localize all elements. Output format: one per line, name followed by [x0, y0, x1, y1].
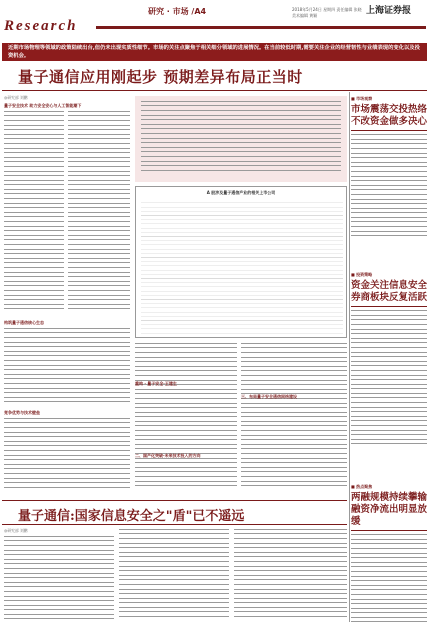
right-rule-2 — [351, 306, 427, 307]
headline-rule — [2, 90, 427, 91]
right-tag-2: ■ 投资策略 — [351, 272, 373, 277]
right-title-1: 市场震荡交投热络不改资金做多决心 — [351, 104, 428, 127]
subhead-4: 重构 · 量子安全·王建生 — [135, 381, 177, 386]
subhead-5: 二、国产化突破·未来技术投入的方向 — [135, 453, 201, 458]
right-article-3 — [351, 484, 427, 628]
article-block-4 — [4, 417, 130, 495]
article-column-2 — [68, 110, 130, 315]
subhead-1: 量子安全技术 助力安全安心与人工智能潮下 — [4, 103, 82, 108]
right-title-2: 资金关注信息安全券商板块反复活跃 — [351, 280, 428, 303]
right-title-3: 两融规模持续攀输融资净流出明显放缓 — [351, 492, 428, 527]
right-rule-3 — [351, 530, 427, 531]
lower-top-rule — [2, 500, 347, 501]
right-body-1 — [351, 133, 427, 243]
table-grid — [141, 199, 343, 335]
header-rule — [96, 26, 426, 29]
lower-headline: 量子通信:国家信息安全之"盾"已不遥远 — [18, 509, 245, 524]
issue-meta: 2018年5月24日 星期四 责任编辑 张晓 美术编辑 黄颖 — [292, 7, 362, 18]
right-tag-3: ■ 热点聚焦 — [351, 484, 373, 489]
company-table — [135, 186, 347, 338]
main-headline: 量子通信应用刚起步 预期差异布局正当时 — [18, 68, 303, 86]
article-column-5 — [135, 342, 237, 494]
subhead-3: 竞争优势与技术壁垒 — [4, 410, 40, 415]
article-block-3 — [4, 327, 130, 407]
section-label: 研究 · 市场 /A4 — [148, 7, 207, 16]
article-column-6 — [241, 342, 347, 494]
lead-band: 近期市场物理等领域的政策陆续出台,但仍未出现实质性细节。市场的关注点聚焦于相关细分领域的进展情况。在当前较低时期,需要关注企业的经营韧性与业绩表现的变化以及投资机会。 — [2, 43, 427, 61]
paper-name: 上海证券报 — [366, 6, 412, 16]
right-body-2 — [351, 309, 427, 454]
lower-column-3 — [234, 528, 347, 623]
lower-byline: ◎研究部 刘鹏 — [4, 528, 28, 533]
subhead-6: 三、布局量子安全通信网络建设 — [241, 394, 297, 399]
right-article-1 — [351, 96, 427, 243]
right-tag-1: ■ 市场观察 — [351, 96, 373, 101]
right-rule-1 — [351, 130, 427, 131]
research-logo: Research — [4, 18, 78, 34]
subhead-2: 构筑量子通信核心生态 — [4, 320, 44, 325]
lower-column-1 — [4, 535, 114, 623]
right-body-3 — [351, 533, 427, 628]
page-header — [0, 0, 429, 42]
table-title: A 股涉及量子通信产业的相关上市公司 — [206, 190, 276, 195]
main-byline: ◎研究部 刘鹏 — [4, 95, 28, 100]
summary-text — [141, 100, 341, 178]
article-column-1 — [4, 110, 64, 315]
column-divider — [349, 92, 350, 622]
lower-headline-rule — [2, 524, 347, 525]
lower-column-2 — [119, 528, 229, 623]
right-article-2 — [351, 272, 427, 454]
